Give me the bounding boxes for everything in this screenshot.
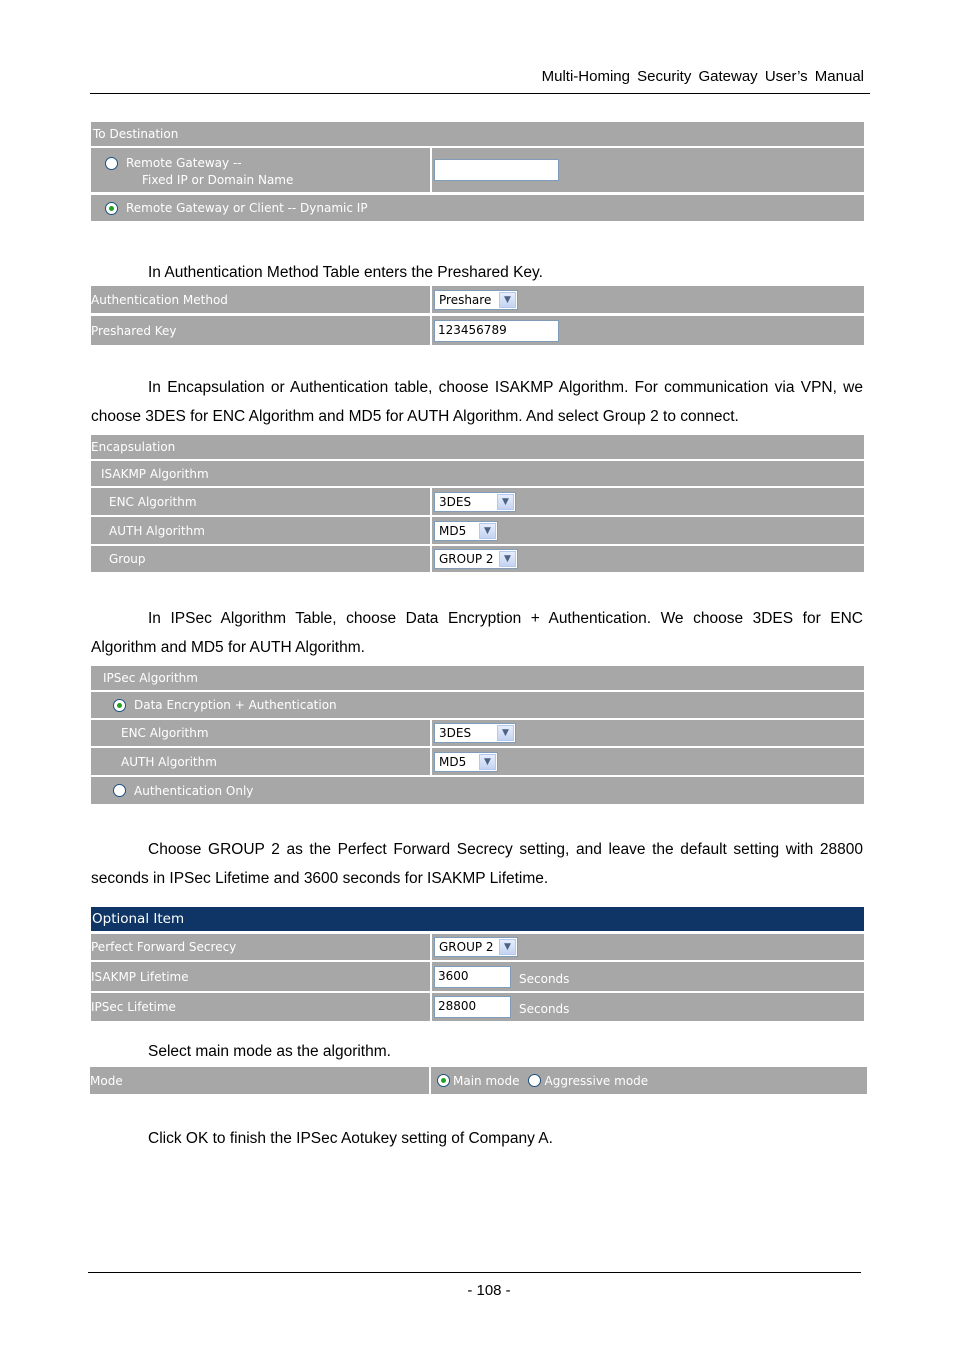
preshared-key-row: [91, 316, 864, 345]
fixed-ip-input[interactable]: [434, 159, 559, 181]
paragraph-auth-intro: In Authentication Method Table enters the Preshared Key.: [148, 264, 543, 281]
preshared-key-input[interactable]: 123456789: [434, 320, 559, 342]
chevron-down-icon: ▼: [499, 939, 516, 955]
isakmp-group-row: [91, 546, 864, 572]
isakmp-enc-row: [91, 488, 864, 515]
ipsec-enc-label: ENC Algorithm: [121, 726, 209, 740]
page-number: - 108 -: [467, 1282, 511, 1299]
chevron-down-icon: ▼: [499, 292, 516, 308]
aggressive-mode-radio[interactable]: [528, 1074, 541, 1087]
chevron-down-icon: ▼: [479, 523, 496, 539]
encapsulation-title: Encapsulation: [91, 440, 176, 454]
auth-method-select[interactable]: Preshare ▼: [434, 290, 518, 310]
isakmp-enc-label: ENC Algorithm: [109, 494, 197, 509]
data-encryption-auth-radio[interactable]: [113, 699, 126, 712]
ipsec-title: IPSec Algorithm: [103, 671, 198, 685]
chevron-down-icon: ▼: [497, 494, 514, 510]
dynamic-option-label: Remote Gateway or Client -- Dynamic IP: [126, 201, 368, 215]
optional-title-row: [91, 907, 864, 931]
ipsec-lifetime-label: IPSec Lifetime: [91, 1000, 176, 1014]
fixed-option-label: Remote Gateway --: [126, 156, 242, 170]
pfs-select[interactable]: GROUP 2 ▼: [434, 937, 518, 957]
optional-title: Optional Item: [92, 911, 185, 927]
aggressive-mode-label: Aggressive mode: [544, 1073, 649, 1088]
ipsec-title-row: [91, 666, 864, 690]
paragraph-mode: Select main mode as the algorithm.: [148, 1043, 391, 1060]
isakmp-group-select[interactable]: GROUP 2 ▼: [434, 549, 518, 569]
mode-row: [90, 1067, 867, 1094]
ipsec-lifetime-input[interactable]: 28800: [434, 996, 511, 1018]
isakmp-auth-row: [91, 517, 864, 544]
pfs-row: [91, 934, 864, 960]
ipsec-auth-row: [91, 748, 864, 775]
ipsec-enc-row: [91, 720, 864, 746]
isakmp-title: ISAKMP Algorithm: [101, 466, 209, 481]
preshared-key-label: Preshared Key: [91, 323, 177, 338]
ipsec-auth-only-row: [91, 777, 864, 804]
isakmp-enc-select[interactable]: 3DES ▼: [434, 492, 516, 512]
remote-gateway-fixed-radio[interactable]: [105, 157, 118, 170]
ipsec-auth-label: AUTH Algorithm: [121, 754, 217, 769]
isakmp-auth-select[interactable]: MD5 ▼: [434, 521, 498, 541]
fixed-option-sublabel: Fixed IP or Domain Name: [142, 173, 294, 187]
chevron-down-icon: ▼: [499, 551, 516, 567]
ipsec-seconds-unit: Seconds: [519, 1002, 570, 1016]
isakmp-lifetime-input[interactable]: 3600: [434, 966, 511, 988]
auth-only-option-label: Authentication Only: [134, 783, 254, 798]
isakmp-lifetime-row: [91, 962, 864, 991]
enc-auth-option-label: Data Encryption + Authentication: [134, 698, 337, 712]
paragraph-encapsulation: In Encapsulation or Authentication table, choose ISAKMP Algorithm. For communication via VPN, we choose 3DES for ENC Algorithm and MD5 for AUTH Algorithm. And select Group 2 to connect.: [91, 379, 863, 425]
encapsulation-title-row: [91, 435, 864, 459]
isakmp-auth-label: AUTH Algorithm: [109, 523, 205, 538]
destination-dynamic-row: [91, 195, 864, 221]
footer-rule: [88, 1272, 861, 1273]
auth-method-row: [91, 286, 864, 313]
destination-title-row: [91, 122, 864, 146]
main-mode-radio[interactable]: [437, 1074, 450, 1087]
main-mode-label: Main mode: [453, 1073, 520, 1088]
ipsec-lifetime-row: [91, 993, 864, 1021]
document-header: Multi-Homing Security Gateway User’s Manual: [541, 68, 864, 85]
paragraph-ipsec: In IPSec Algorithm Table, choose Data Encryption + Authentication. We choose 3DES for ENC Algorithm and MD5 for AUTH Algorithm.: [91, 610, 863, 656]
isakmp-seconds-unit: Seconds: [519, 971, 570, 986]
auth-method-label: Authentication Method: [91, 292, 228, 307]
authentication-only-radio[interactable]: [113, 784, 126, 797]
header-rule: [90, 93, 870, 94]
isakmp-title-row: [91, 461, 864, 486]
chevron-down-icon: ▼: [497, 725, 514, 741]
paragraph-finish: Click OK to finish the IPSec Aotukey setting of Company A.: [148, 1130, 553, 1147]
isakmp-group-label: Group: [109, 552, 146, 566]
chevron-down-icon: ▼: [479, 754, 496, 770]
pfs-label: Perfect Forward Secrecy: [91, 940, 237, 954]
ipsec-auth-select[interactable]: MD5 ▼: [434, 752, 498, 772]
remote-gateway-dynamic-radio[interactable]: [105, 202, 118, 215]
isakmp-lifetime-label: ISAKMP Lifetime: [91, 969, 189, 984]
ipsec-enc-select[interactable]: 3DES ▼: [434, 723, 516, 743]
mode-label: Mode: [90, 1073, 123, 1088]
destination-title: To Destination: [93, 127, 179, 141]
destination-fixed-row: [91, 148, 864, 192]
paragraph-optional: Choose GROUP 2 as the Perfect Forward Secrecy setting, and leave the default setting with 28800 seconds in IPSec Lifetime and 3600 seconds for ISAKMP Lifetime.: [91, 841, 863, 887]
ipsec-enc-auth-row: [91, 692, 864, 718]
